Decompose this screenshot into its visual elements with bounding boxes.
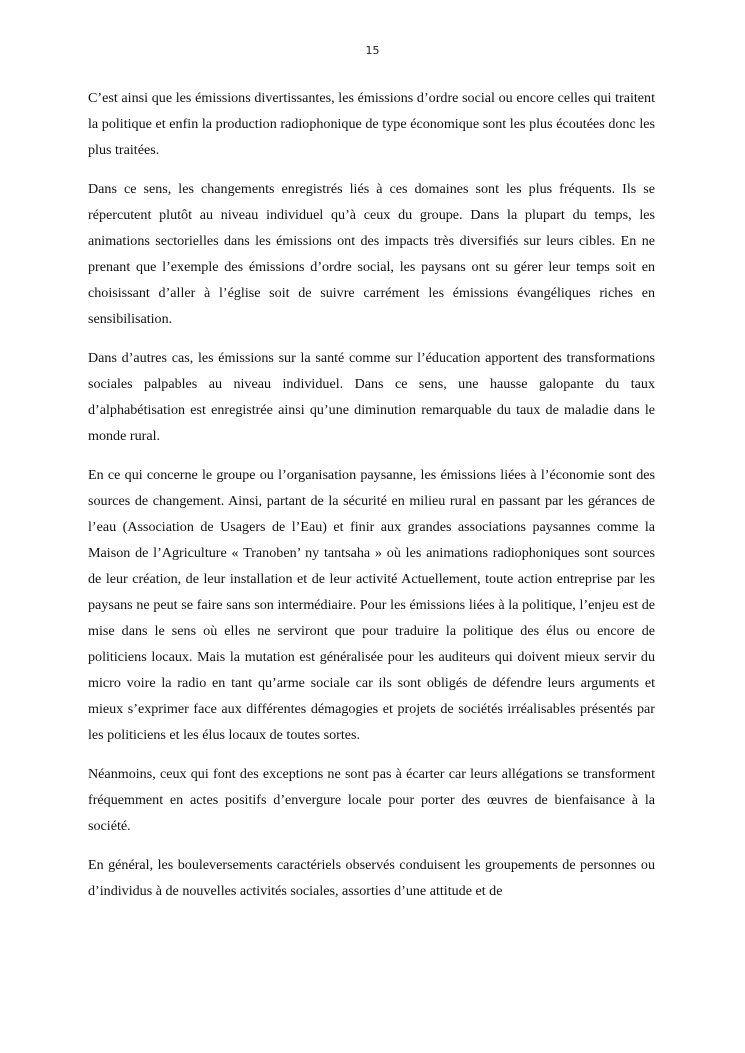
page-number: 15 (365, 44, 380, 57)
paragraph: Néanmoins, ceux qui font des exceptions ne sont pas à écarter car leurs allégations se transforment fréquemment en actes positifs d’envergure locale pour porter des œuvres de bienfaisance à la société. (88, 766, 655, 834)
paragraph: Dans d’autres cas, les émissions sur la santé comme sur l’éducation apportent des transformations sociales palpables au niveau individuel. Dans ce sens, une hausse galopante du taux d’alphabétisation est enregistrée ainsi qu’une diminution remarquable du taux de maladie dans le monde rural. (88, 350, 655, 444)
paragraph: En ce qui concerne le groupe ou l’organisation paysanne, les émissions liées à l’économie sont des sources de changement. Ainsi, partant de la sécurité en milieu rural en passant par les gérances de l’eau (Association de Usagers de l’Eau) et finir aux grandes associations paysannes comme la Maison de l’Agriculture « Tranoben’ ny tantsaha » où les animations radiophoniques sont sources de leur création, de leur installation et de leur activité Actuellement, toute action entreprise par les paysans ne peut se faire sans son intermédiaire. Pour les émissions liées à la politique, l’enjeu est de mise dans le sens où elles ne serviront que pour traduire la politique des élus ou encore de politiciens locaux. Mais la mutation est généralisée pour les auditeurs qui doivent mieux servir du micro voire la radio en tant qu’arme sociale car ils sont obligés de défendre leurs arguments et mieux s’exprimer face aux différentes démagogies et projets de sociétés irréalisables présentés par les politiciens et les élus locaux de toutes sortes. (88, 467, 655, 743)
paragraph: En général, les bouleversements caractériels observés conduisent les groupements de personnes ou d’individus à de nouvelles activités sociales, assorties d’une attitude et de (88, 857, 655, 899)
paragraph: C’est ainsi que les émissions divertissantes, les émissions d’ordre social ou encore celles qui traitent la politique et enfin la production radiophonique de type économique sont les plus écoutées donc les plus traitées. (88, 90, 655, 158)
paragraph: Dans ce sens, les changements enregistrés liés à ces domaines sont les plus fréquents. Ils se répercutent plutôt au niveau individuel qu’à ceux du groupe. Dans la plupart du temps, les animations sectorielles dans les émissions ont des impacts très diversifiés sur leurs cibles. En ne prenant que l’exemple des émissions d’ordre social, les paysans ont su gérer leur temps soit en choisissant d’aller à l’église soit de suivre carrément les émissions évangéliques riches en sensibilisation. (88, 181, 655, 327)
body-text (88, 85, 655, 917)
